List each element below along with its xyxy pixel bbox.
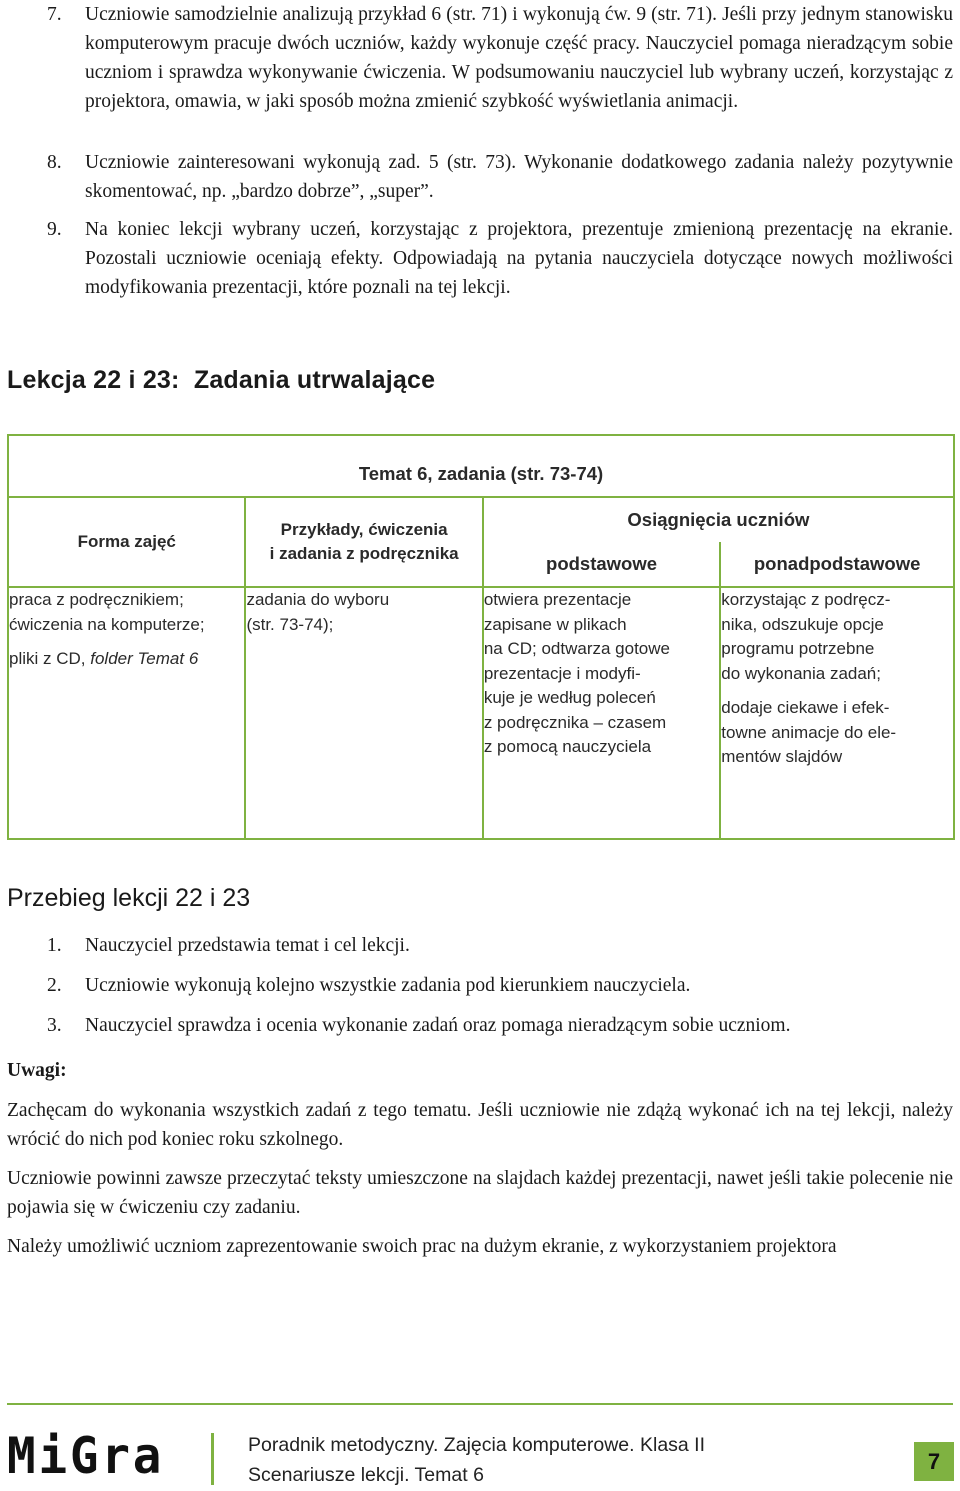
uwagi-paragraph: Należy umożliwić uczniom zaprezentowanie swoich prac na dużym ekranie, z wykorzystaniem projektora bbox=[7, 1236, 837, 1257]
header-examples-line2: i zadania z podręcznika bbox=[269, 544, 459, 563]
list-text: Na koniec lekcji wybrany uczeń, korzystając z projektora, prezentuje zmienioną prezentację na ekranie. Pozostali uczniowie oceniają efekty. Odpowiadają na pytania nauczyciela dotyczące nowych możliwości modyfikowania prezentacji, które poznali na tej lekcji. bbox=[85, 219, 953, 298]
examples-line: (str. 73-74); bbox=[246, 614, 334, 634]
list-text: Uczniowie zainteresowani wykonują zad. 5 (str. 73). Wykonanie dodatkowego zadania należy pozytywnie skomentować, np. „bardzo dobrze”, „super”. bbox=[85, 152, 953, 202]
list-number: 7. bbox=[47, 4, 62, 25]
cell-basic bbox=[483, 587, 720, 839]
uwagi-label: Uwagi: bbox=[7, 1060, 67, 1081]
basic-line: na CD; odtwarza gotowe bbox=[483, 639, 670, 658]
header-examples bbox=[245, 497, 482, 587]
list-number: 9. bbox=[47, 219, 62, 240]
header-achievements: Osiągnięcia uczniów bbox=[483, 497, 954, 542]
basic-line: otwiera prezentacje bbox=[483, 590, 632, 609]
form-line: pliki z CD, folder Temat 6 bbox=[9, 649, 199, 668]
footer-text bbox=[248, 1430, 705, 1490]
przebieg-title: Przebieg lekcji 22 i 23 bbox=[7, 884, 251, 912]
basic-line: z pomocą nauczyciela bbox=[483, 737, 652, 756]
form-line: praca z podręcznikiem; bbox=[9, 590, 184, 609]
examples-line: zadania do wyboru bbox=[246, 590, 390, 609]
list-text: Uczniowie samodzielnie analizują przykład 6 (str. 71) i wykonują ćw. 9 (str. 71). Jeśli przy jednym stanowisku komputerowym pracuje dwóch uczniów, każdy wykonuje część pracy. Nauczyciel pomaga nieradzącym sobie uczniom i sprawdza wykonywanie ćwiczenia. W podsumowaniu nauczyciel lub wybrany uczeń, korzystając z projektora, omawia, w jaki sposób można zmienić szybkość wyświetlania animacji. bbox=[85, 4, 953, 112]
list-number: 8. bbox=[47, 152, 62, 173]
header-basic: podstawowe bbox=[483, 542, 720, 587]
lesson-title: Lekcja 22 i 23: Zadania utrwalające bbox=[7, 366, 436, 394]
footer-line2: Scenariusze lekcji. Temat 6 bbox=[248, 1464, 484, 1486]
footer-rule bbox=[7, 1403, 953, 1405]
list-item-8 bbox=[7, 148, 953, 206]
basic-line: zapisane w plikach bbox=[483, 614, 627, 634]
list-item-9 bbox=[7, 215, 953, 302]
list-text: Nauczyciel sprawdza i ocenia wykonanie zadań oraz pomaga nieradzącym sobie uczniom. bbox=[85, 1015, 791, 1036]
basic-line: prezentacje i modyfi- bbox=[483, 663, 641, 683]
uwagi-paragraph: Uczniowie powinni zawsze przeczytać teksty umieszczone na slajdach każdej prezentacji, nawet jeśli takie polecenie nie pojawia się w ćwiczeniu czy zadaniu. bbox=[7, 1168, 953, 1218]
migra-logo: MiGra bbox=[7, 1427, 165, 1485]
basic-line: kuje je według poleceń bbox=[483, 688, 656, 707]
form-line: ćwiczenia na komputerze; bbox=[9, 614, 205, 634]
table-topic: Temat 6, zadania (str. 73-74) bbox=[8, 435, 954, 497]
advanced-line: towne animacje do ele- bbox=[721, 722, 897, 742]
list-number: 2. bbox=[47, 975, 62, 996]
uwagi-paragraph: Zachęcam do wykonania wszystkich zadań z tego tematu. Jeśli uczniowie nie zdążą wykonać ich na tej lekcji, należy wrócić do nich pod koniec roku szkolnego. bbox=[7, 1100, 953, 1150]
advanced-line: dodaje ciekawe i efek- bbox=[721, 698, 890, 717]
header-examples-line1: Przykłady, ćwiczenia bbox=[280, 519, 448, 539]
advanced-line: do wykonania zadań; bbox=[721, 663, 881, 683]
footer-line1: Poradnik metodyczny. Zajęcia komputerowe. Klasa II bbox=[248, 1434, 706, 1456]
page-number: 7 bbox=[914, 1442, 954, 1481]
list-number: 1. bbox=[47, 935, 62, 956]
header-advanced: ponadpodstawowe bbox=[720, 542, 954, 587]
lesson-table bbox=[7, 434, 955, 840]
advanced-line: programu potrzebne bbox=[721, 639, 875, 658]
folder-name: folder Temat 6 bbox=[90, 649, 199, 668]
list-text: Nauczyciel przedstawia temat i cel lekcji. bbox=[85, 935, 410, 956]
footer-separator bbox=[211, 1433, 214, 1485]
przebieg-item-3 bbox=[7, 1011, 953, 1040]
cell-advanced bbox=[720, 587, 954, 839]
cell-form bbox=[8, 587, 245, 839]
list-text: Uczniowie wykonują kolejno wszystkie zadania pod kierunkiem nauczyciela. bbox=[85, 975, 691, 996]
cell-examples bbox=[245, 587, 482, 839]
przebieg-item-1 bbox=[7, 931, 953, 960]
list-number: 3. bbox=[47, 1015, 62, 1036]
advanced-line: korzystając z podręcz- bbox=[721, 590, 891, 609]
advanced-line: mentów slajdów bbox=[721, 747, 843, 766]
list-item-7 bbox=[7, 0, 953, 116]
przebieg-item-2 bbox=[7, 971, 953, 1000]
basic-line: z podręcznika – czasem bbox=[483, 712, 667, 732]
header-form: Forma zajęć bbox=[8, 497, 245, 587]
advanced-line: nika, odszukuje opcje bbox=[721, 614, 884, 634]
